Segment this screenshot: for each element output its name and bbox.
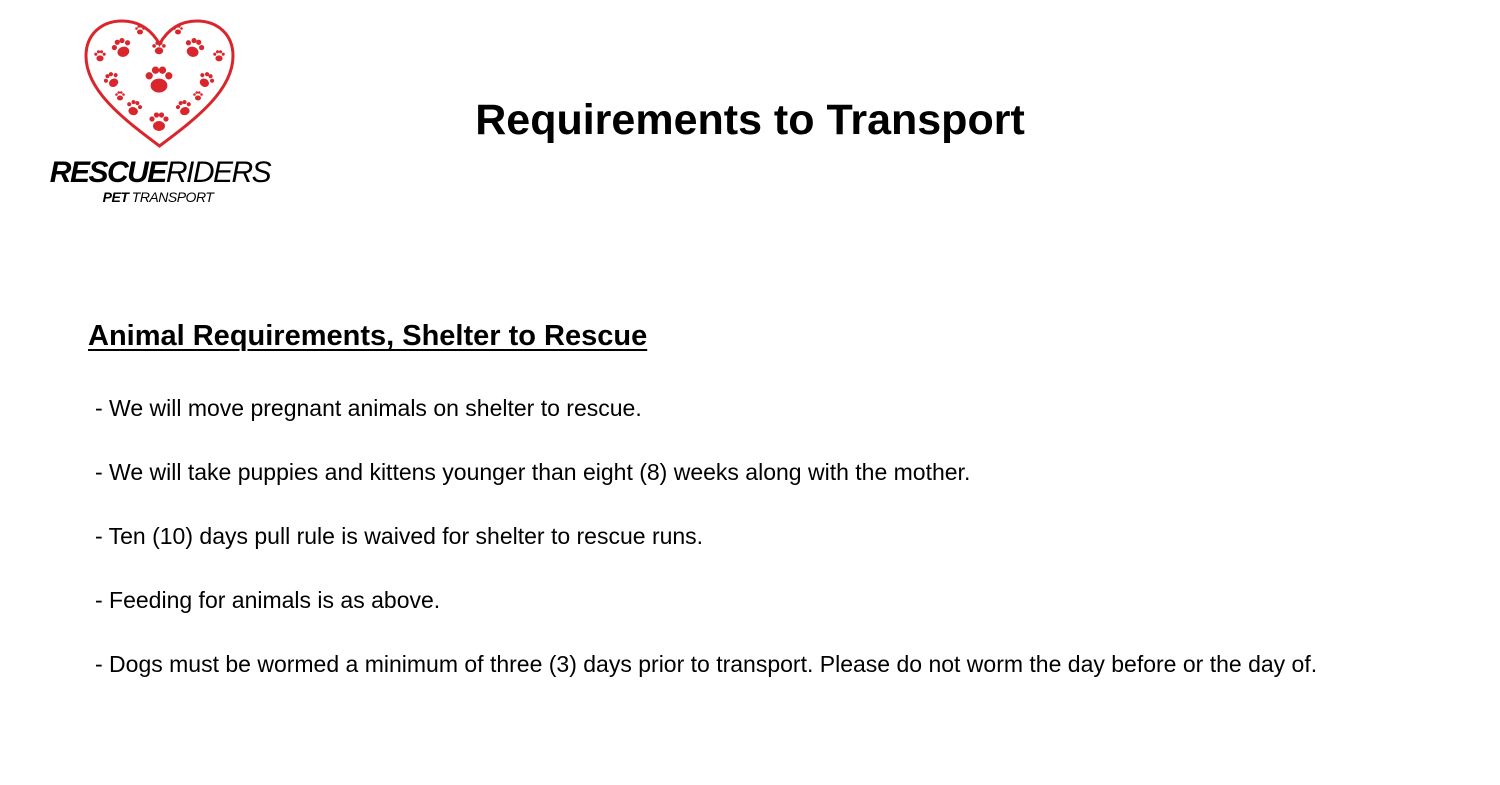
logo-sub-bold: PET bbox=[102, 189, 129, 205]
section-heading: Animal Requirements, Shelter to Rescue bbox=[88, 320, 648, 352]
requirements-list bbox=[88, 392, 1418, 720]
list-item: - We will move pregnant animals on shelter to rescue. bbox=[95, 395, 642, 421]
list-item: - Feeding for animals is as above. bbox=[95, 587, 441, 613]
logo-subtitle bbox=[26, 190, 290, 204]
logo-wordmark bbox=[30, 156, 290, 204]
list-item: - Ten (10) days pull rule is waived for shelter to rescue runs. bbox=[95, 523, 704, 549]
logo-name-bold: RESCUE bbox=[49, 156, 166, 189]
logo-sub-thin: TRANSPORT bbox=[131, 189, 214, 205]
page-title: Requirements to Transport bbox=[475, 96, 1025, 144]
list-item: - Dogs must be wormed a minimum of three (3) days prior to transport. Please do not worm the day before or the day of. bbox=[95, 651, 1318, 677]
logo-name bbox=[30, 156, 290, 190]
logo-name-thin: RIDERS bbox=[165, 156, 271, 189]
list-item: - We will take puppies and kittens younger than eight (8) weeks along with the mother. bbox=[95, 459, 971, 485]
